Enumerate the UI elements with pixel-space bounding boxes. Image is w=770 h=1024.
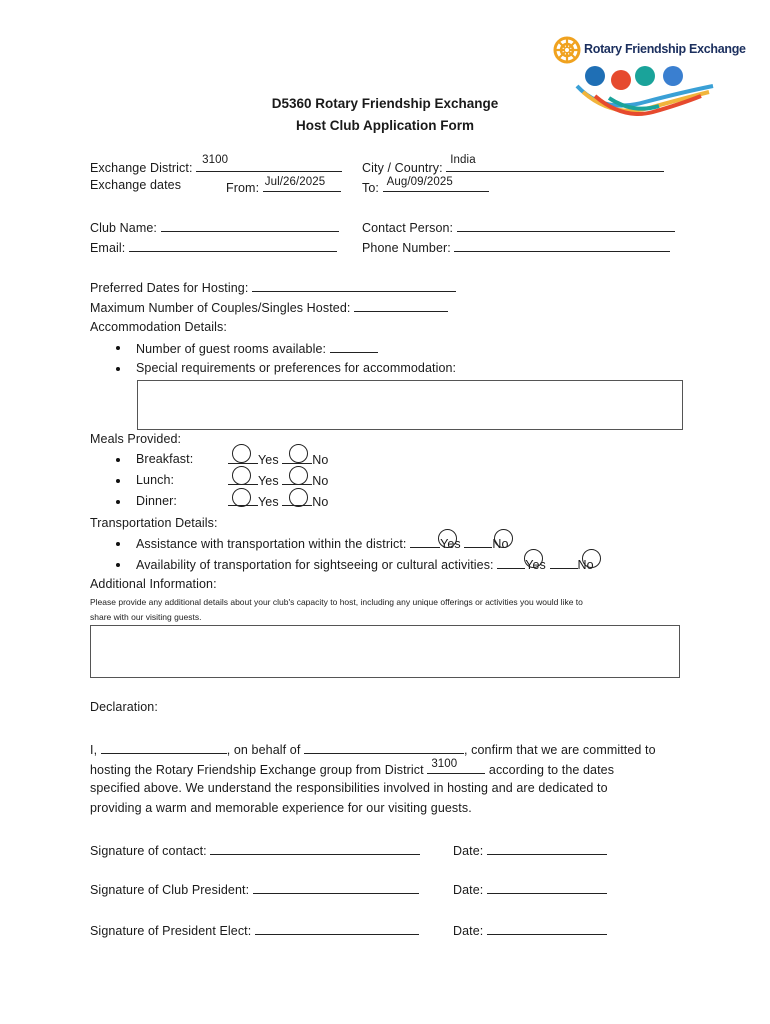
preferred-dates-field[interactable] — [252, 279, 456, 292]
exchange-district-row — [90, 154, 342, 176]
signature-contact-label: Signature of contact: — [90, 844, 207, 858]
signature-president-elect-field[interactable] — [255, 922, 419, 935]
signature-contact-date-row — [453, 842, 607, 859]
email-field[interactable] — [129, 239, 337, 252]
to-date-field[interactable] — [383, 178, 489, 192]
contact-person-row — [362, 219, 675, 236]
from-date-field[interactable] — [263, 178, 341, 192]
sightseeing-no-radio[interactable] — [582, 549, 601, 568]
phone-row — [362, 239, 670, 256]
no-label: No — [312, 474, 329, 488]
accommodation-label: Accommodation Details: — [90, 320, 227, 334]
additional-info-textarea[interactable] — [90, 625, 680, 678]
signature-president-elect-date-field[interactable] — [487, 922, 607, 935]
max-hosted-field[interactable] — [354, 299, 448, 312]
email-label: Email: — [90, 241, 126, 255]
lunch-yes-radio[interactable] — [232, 466, 251, 485]
signature-contact-field[interactable] — [210, 842, 420, 855]
from-label: From: — [226, 181, 260, 195]
preferred-dates-row — [90, 279, 456, 296]
exchange-district-field[interactable] — [196, 154, 342, 172]
people-graphic-icon — [573, 66, 718, 120]
phone-field[interactable] — [454, 239, 670, 252]
additional-info-label: Additional Information: — [90, 577, 217, 591]
club-name-label: Club Name: — [90, 221, 157, 235]
no-label: No — [312, 495, 329, 509]
club-behalf-field[interactable] — [304, 741, 464, 754]
breakfast-no-radio[interactable] — [289, 444, 308, 463]
phone-label: Phone Number: — [362, 241, 451, 255]
declaration-line-3: specified above. We understand the responsibilities involved in hosting and are dedicated to — [90, 781, 608, 795]
declaration-district-field[interactable] — [427, 758, 485, 774]
from-date-value: Jul/26/2025 — [264, 176, 326, 188]
declaration-line-1 — [90, 741, 656, 758]
special-requirements-label: Special requirements or preferences for accommodation: — [136, 361, 457, 375]
bullet — [116, 367, 120, 371]
meals-label: Meals Provided: — [90, 432, 182, 446]
exchange-district-value: 3100 — [202, 154, 229, 166]
signature-president-date-row — [453, 881, 607, 898]
max-hosted-label: Maximum Number of Couples/Singles Hosted: — [90, 301, 351, 315]
guest-rooms-field[interactable] — [330, 340, 378, 353]
declaration-district-value: 3100 — [431, 758, 458, 770]
yes-label: Yes — [258, 495, 279, 509]
transport-label: Transportation Details: — [90, 516, 218, 530]
dinner-yes-radio[interactable] — [232, 488, 251, 507]
page-subtitle: Host Club Application Form — [296, 118, 474, 133]
logo-text: Rotary Friendship Exchange — [584, 42, 746, 56]
date-label: Date: — [453, 883, 484, 897]
yes-label: Yes — [258, 453, 279, 467]
declaration-line-2 — [90, 758, 615, 778]
signature-contact-row — [90, 842, 420, 859]
no-label: No — [492, 537, 509, 551]
signature-president-label: Signature of Club President: — [90, 883, 250, 897]
declaration-text: hosting the Rotary Friendship Exchange group from District — [90, 763, 424, 777]
bullet — [116, 479, 120, 483]
city-country-value: India — [450, 154, 476, 166]
bullet — [116, 458, 120, 462]
signature-president-field[interactable] — [253, 881, 419, 894]
breakfast-yes-radio[interactable] — [232, 444, 251, 463]
bullet — [116, 563, 120, 567]
additional-info-note-2: share with our visiting guests. — [90, 612, 202, 622]
declaration-line-4: providing a warm and memorable experience for our visiting guests. — [90, 801, 472, 815]
signature-contact-date-field[interactable] — [487, 842, 607, 855]
city-country-row — [362, 154, 664, 176]
to-row — [362, 178, 489, 196]
signature-president-date-field[interactable] — [487, 881, 607, 894]
declaration-text: according to the dates — [488, 763, 615, 777]
exchange-dates-label: Exchange dates — [90, 178, 182, 192]
guest-rooms-label: Number of guest rooms available: — [136, 342, 327, 356]
city-country-field[interactable] — [446, 154, 664, 172]
declaration-label: Declaration: — [90, 700, 158, 714]
rotary-wheel-icon — [553, 36, 581, 64]
to-label: To: — [362, 181, 379, 195]
declaration-text: , confirm that we are committed to — [464, 743, 656, 757]
signature-president-elect-row — [90, 922, 419, 939]
yes-label: Yes — [525, 558, 546, 572]
guest-rooms-row — [136, 340, 378, 357]
no-label: No — [577, 558, 594, 572]
declarant-name-field[interactable] — [101, 741, 227, 754]
from-row — [226, 178, 341, 196]
signature-president-elect-label: Signature of President Elect: — [90, 924, 252, 938]
additional-info-note-1: Please provide any additional details about your club's capacity to host, including any unique offerings or activities you would like to — [90, 597, 583, 607]
assist-label: Assistance with transportation within the district: — [136, 537, 407, 551]
bullet — [116, 542, 120, 546]
email-row — [90, 239, 337, 256]
special-requirements-textarea[interactable] — [137, 380, 683, 430]
assist-yes-radio[interactable] — [438, 529, 457, 548]
sightseeing-label: Availability of transportation for sightseeing or cultural activities: — [136, 558, 494, 572]
sightseeing-yes-radio[interactable] — [524, 549, 543, 568]
contact-person-field[interactable] — [457, 219, 675, 232]
signature-president-elect-date-row — [453, 922, 607, 939]
preferred-dates-label: Preferred Dates for Hosting: — [90, 281, 249, 295]
meal-breakfast-label: Breakfast: — [136, 452, 194, 466]
no-label: No — [312, 453, 329, 467]
date-label: Date: — [453, 924, 484, 938]
bullet — [116, 500, 120, 504]
club-name-field[interactable] — [161, 219, 339, 232]
page-title: D5360 Rotary Friendship Exchange — [271, 96, 499, 111]
assist-no-radio[interactable] — [494, 529, 513, 548]
declaration-text: I, — [90, 743, 98, 757]
bullet — [116, 346, 120, 350]
contact-person-label: Contact Person: — [362, 221, 454, 235]
exchange-district-label: Exchange District: — [90, 161, 193, 175]
yes-label: Yes — [440, 537, 461, 551]
max-hosted-row — [90, 299, 448, 316]
dinner-no-radio[interactable] — [289, 488, 308, 507]
city-country-label: City / Country: — [362, 161, 443, 175]
yes-label: Yes — [258, 474, 279, 488]
lunch-no-radio[interactable] — [289, 466, 308, 485]
club-name-row — [90, 219, 339, 236]
to-date-value: Aug/09/2025 — [386, 176, 453, 188]
declaration-text: , on behalf of — [226, 743, 301, 757]
signature-president-row — [90, 881, 419, 898]
date-label: Date: — [453, 844, 484, 858]
meal-dinner-label: Dinner: — [136, 494, 177, 508]
meal-lunch-label: Lunch: — [136, 473, 175, 487]
